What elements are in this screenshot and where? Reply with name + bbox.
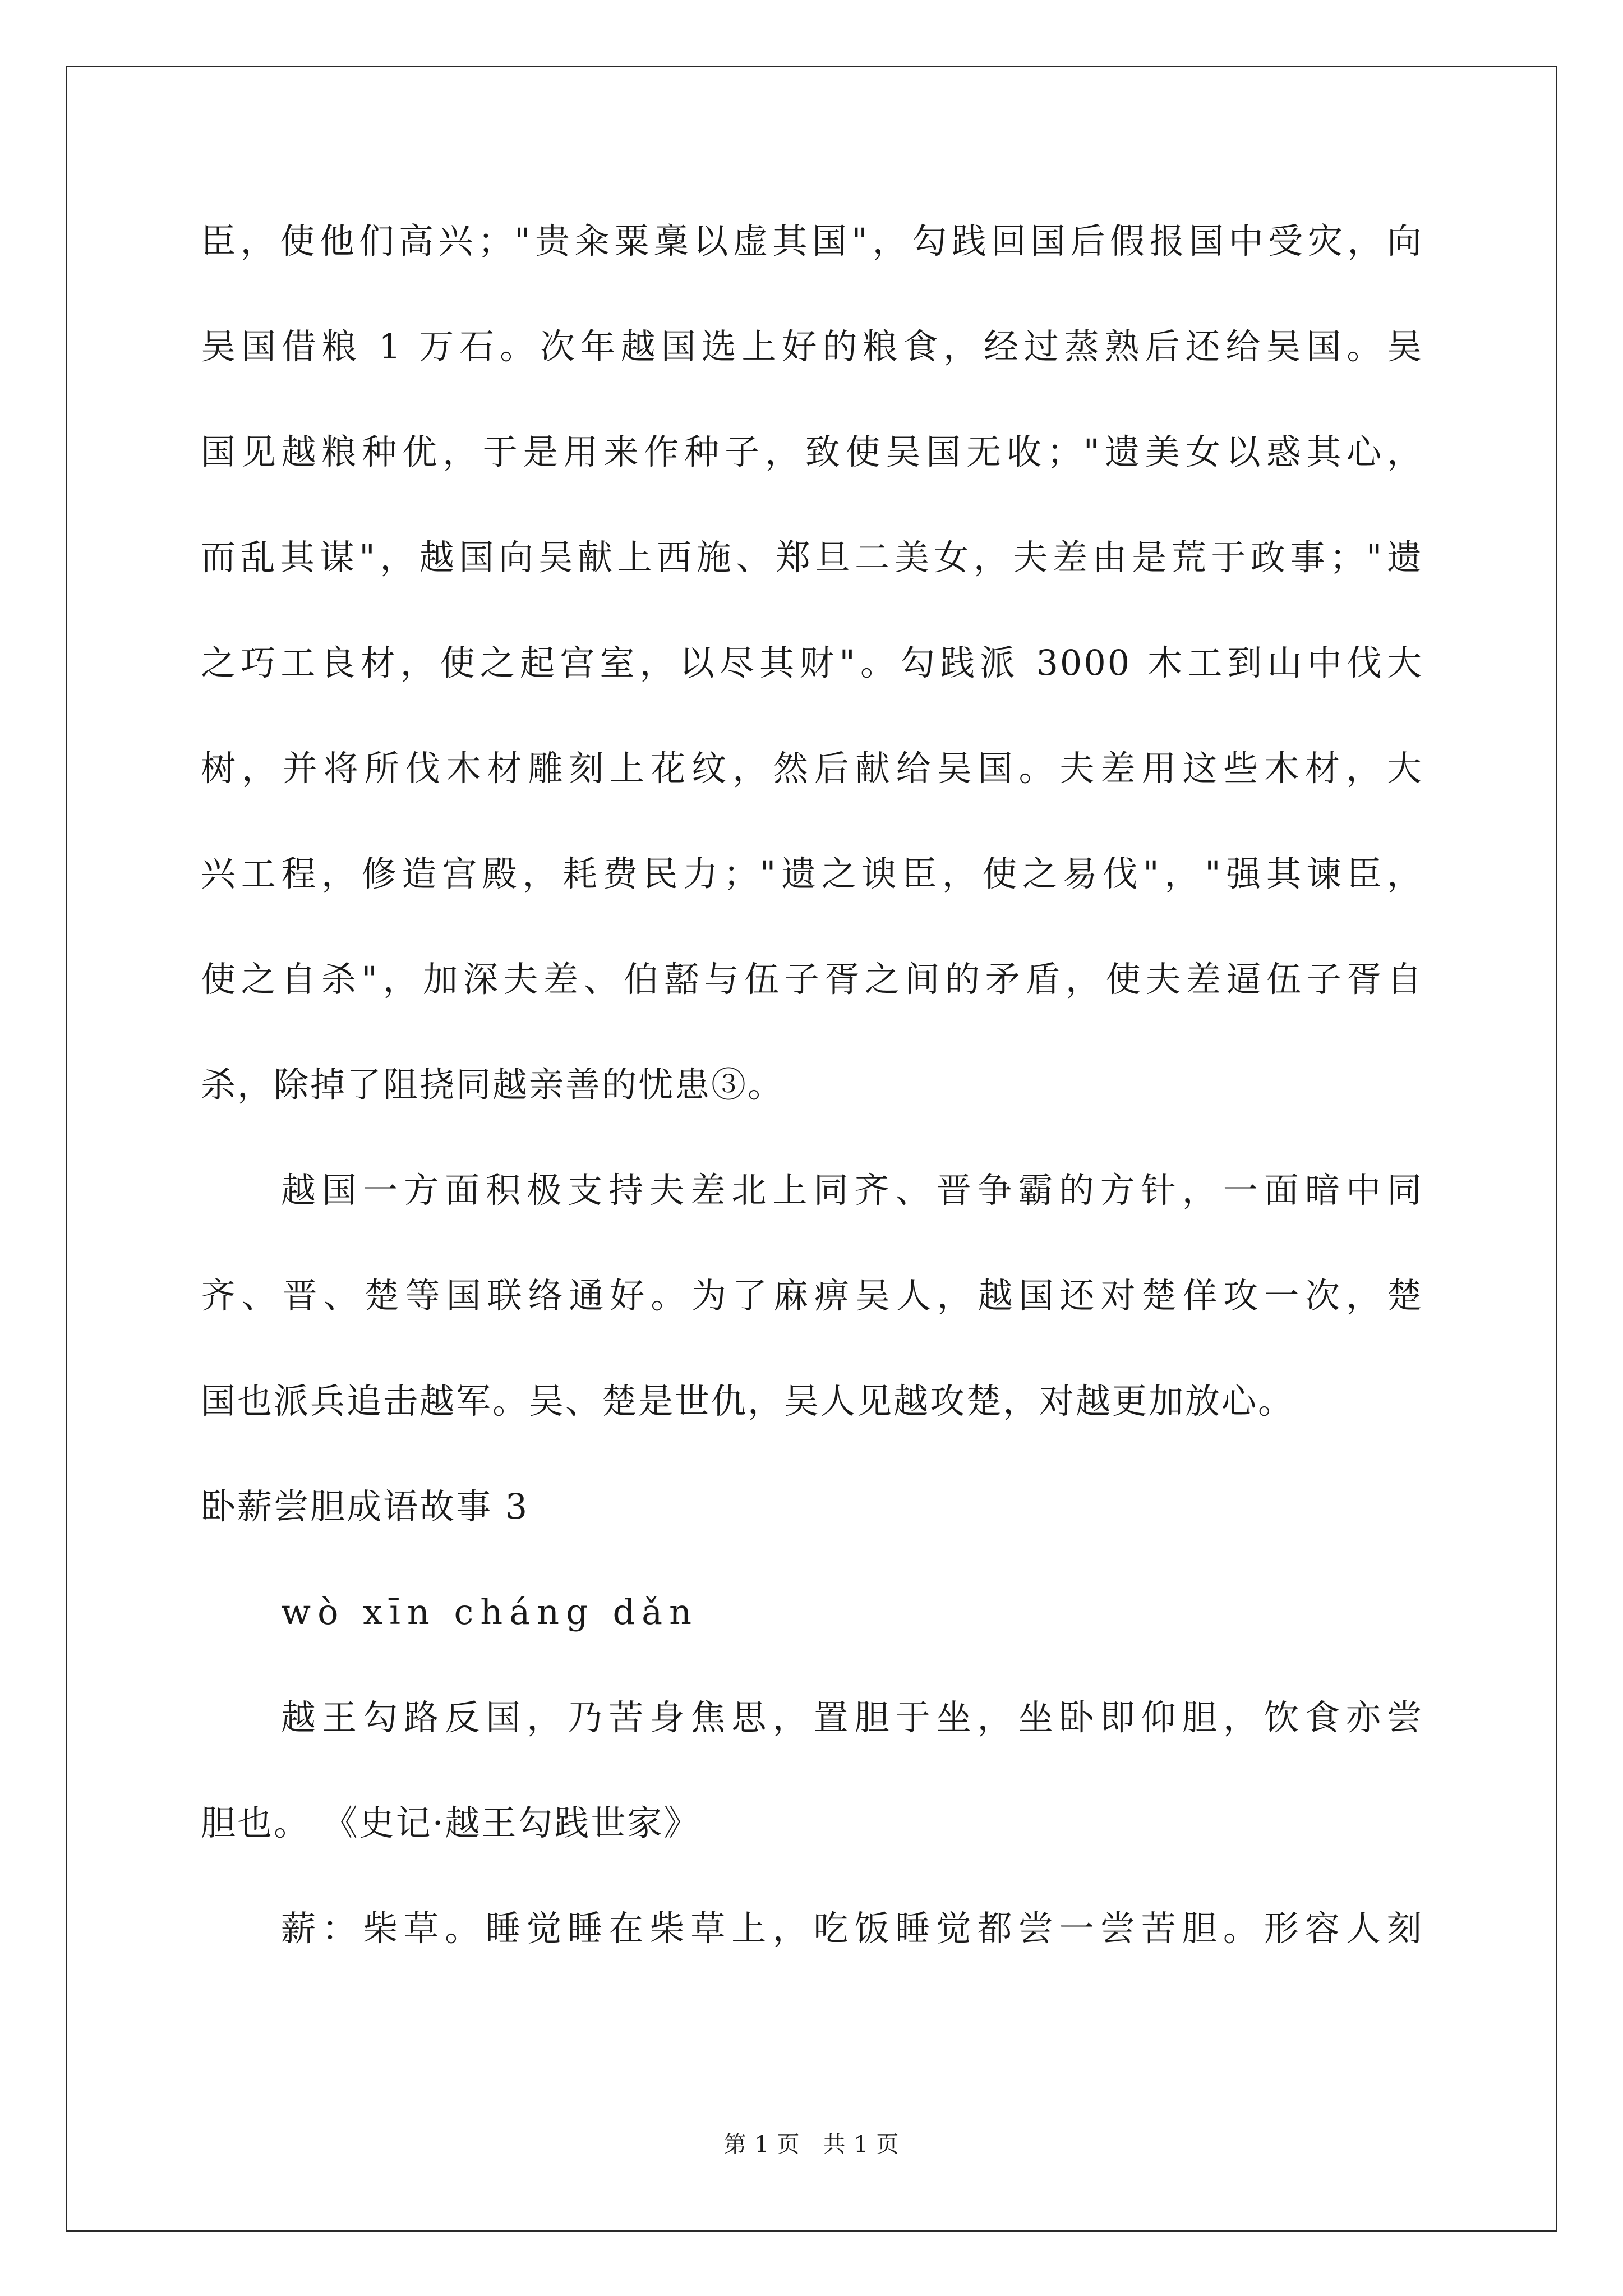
body-line: 国见越粮种优，于是用来作种子，致使吴国无收；"遗美女以惑其心， [201, 431, 1423, 472]
body-line: 使之自杀"，加深夫差、伯嚭与伍子胥之间的矛盾，使夫差逼伍子胥自 [201, 959, 1423, 1000]
body-line: 树，并将所伐木材雕刻上花纹，然后献给吴国。夫差用这些木材，大 [201, 748, 1423, 789]
source-citation-line: 胆也。 《史记·越王勾践世家》 [201, 1802, 700, 1843]
body-line: 齐、晋、楚等国联络通好。为了麻痹吴人，越国还对楚佯攻一次，楚 [201, 1275, 1423, 1316]
paragraph-first-line: 越王勾路反国，乃苦身焦思，置胆于坐，坐卧即仰胆，饮食亦尝 [281, 1697, 1423, 1738]
body-line: 而乱其谋"，越国向吴献上西施、郑旦二美女，夫差由是荒于政事；"遗 [201, 537, 1423, 578]
body-line: 吴国借粮 1 万石。次年越国选上好的粮食，经过蒸熟后还给吴国。吴 [201, 326, 1423, 367]
body-line: 之巧工良材，使之起宫室，以尽其财"。勾践派 3000 木工到山中伐大 [201, 642, 1423, 683]
paragraph-end-line: 国也派兵追击越军。吴、楚是世仇，吴人见越攻楚，对越更加放心。 [201, 1381, 1295, 1421]
section-heading: 卧薪尝胆成语故事 3 [201, 1486, 529, 1527]
paragraph-end-line: 杀，除掉了阻挠同越亲善的忧患③。 [201, 1064, 785, 1105]
body-line: 臣，使他们高兴；"贵籴粟稾以虚其国"，勾践回国后假报国中受灾，向 [201, 220, 1423, 261]
pinyin-line: wò xīn cháng dǎn [281, 1591, 699, 1632]
paragraph-first-line: 越国一方面积极支持夫差北上同齐、晋争霸的方针，一面暗中同 [281, 1170, 1423, 1211]
paragraph-first-line: 薪：柴草。睡觉睡在柴草上，吃饭睡觉都尝一尝苦胆。形容人刻 [281, 1908, 1423, 1949]
page-footer: 第 1 页 共 1 页 [723, 2132, 900, 2157]
body-line: 兴工程，修造宫殿，耗费民力；"遗之谀臣，使之易伐"，"强其谏臣， [201, 853, 1423, 894]
